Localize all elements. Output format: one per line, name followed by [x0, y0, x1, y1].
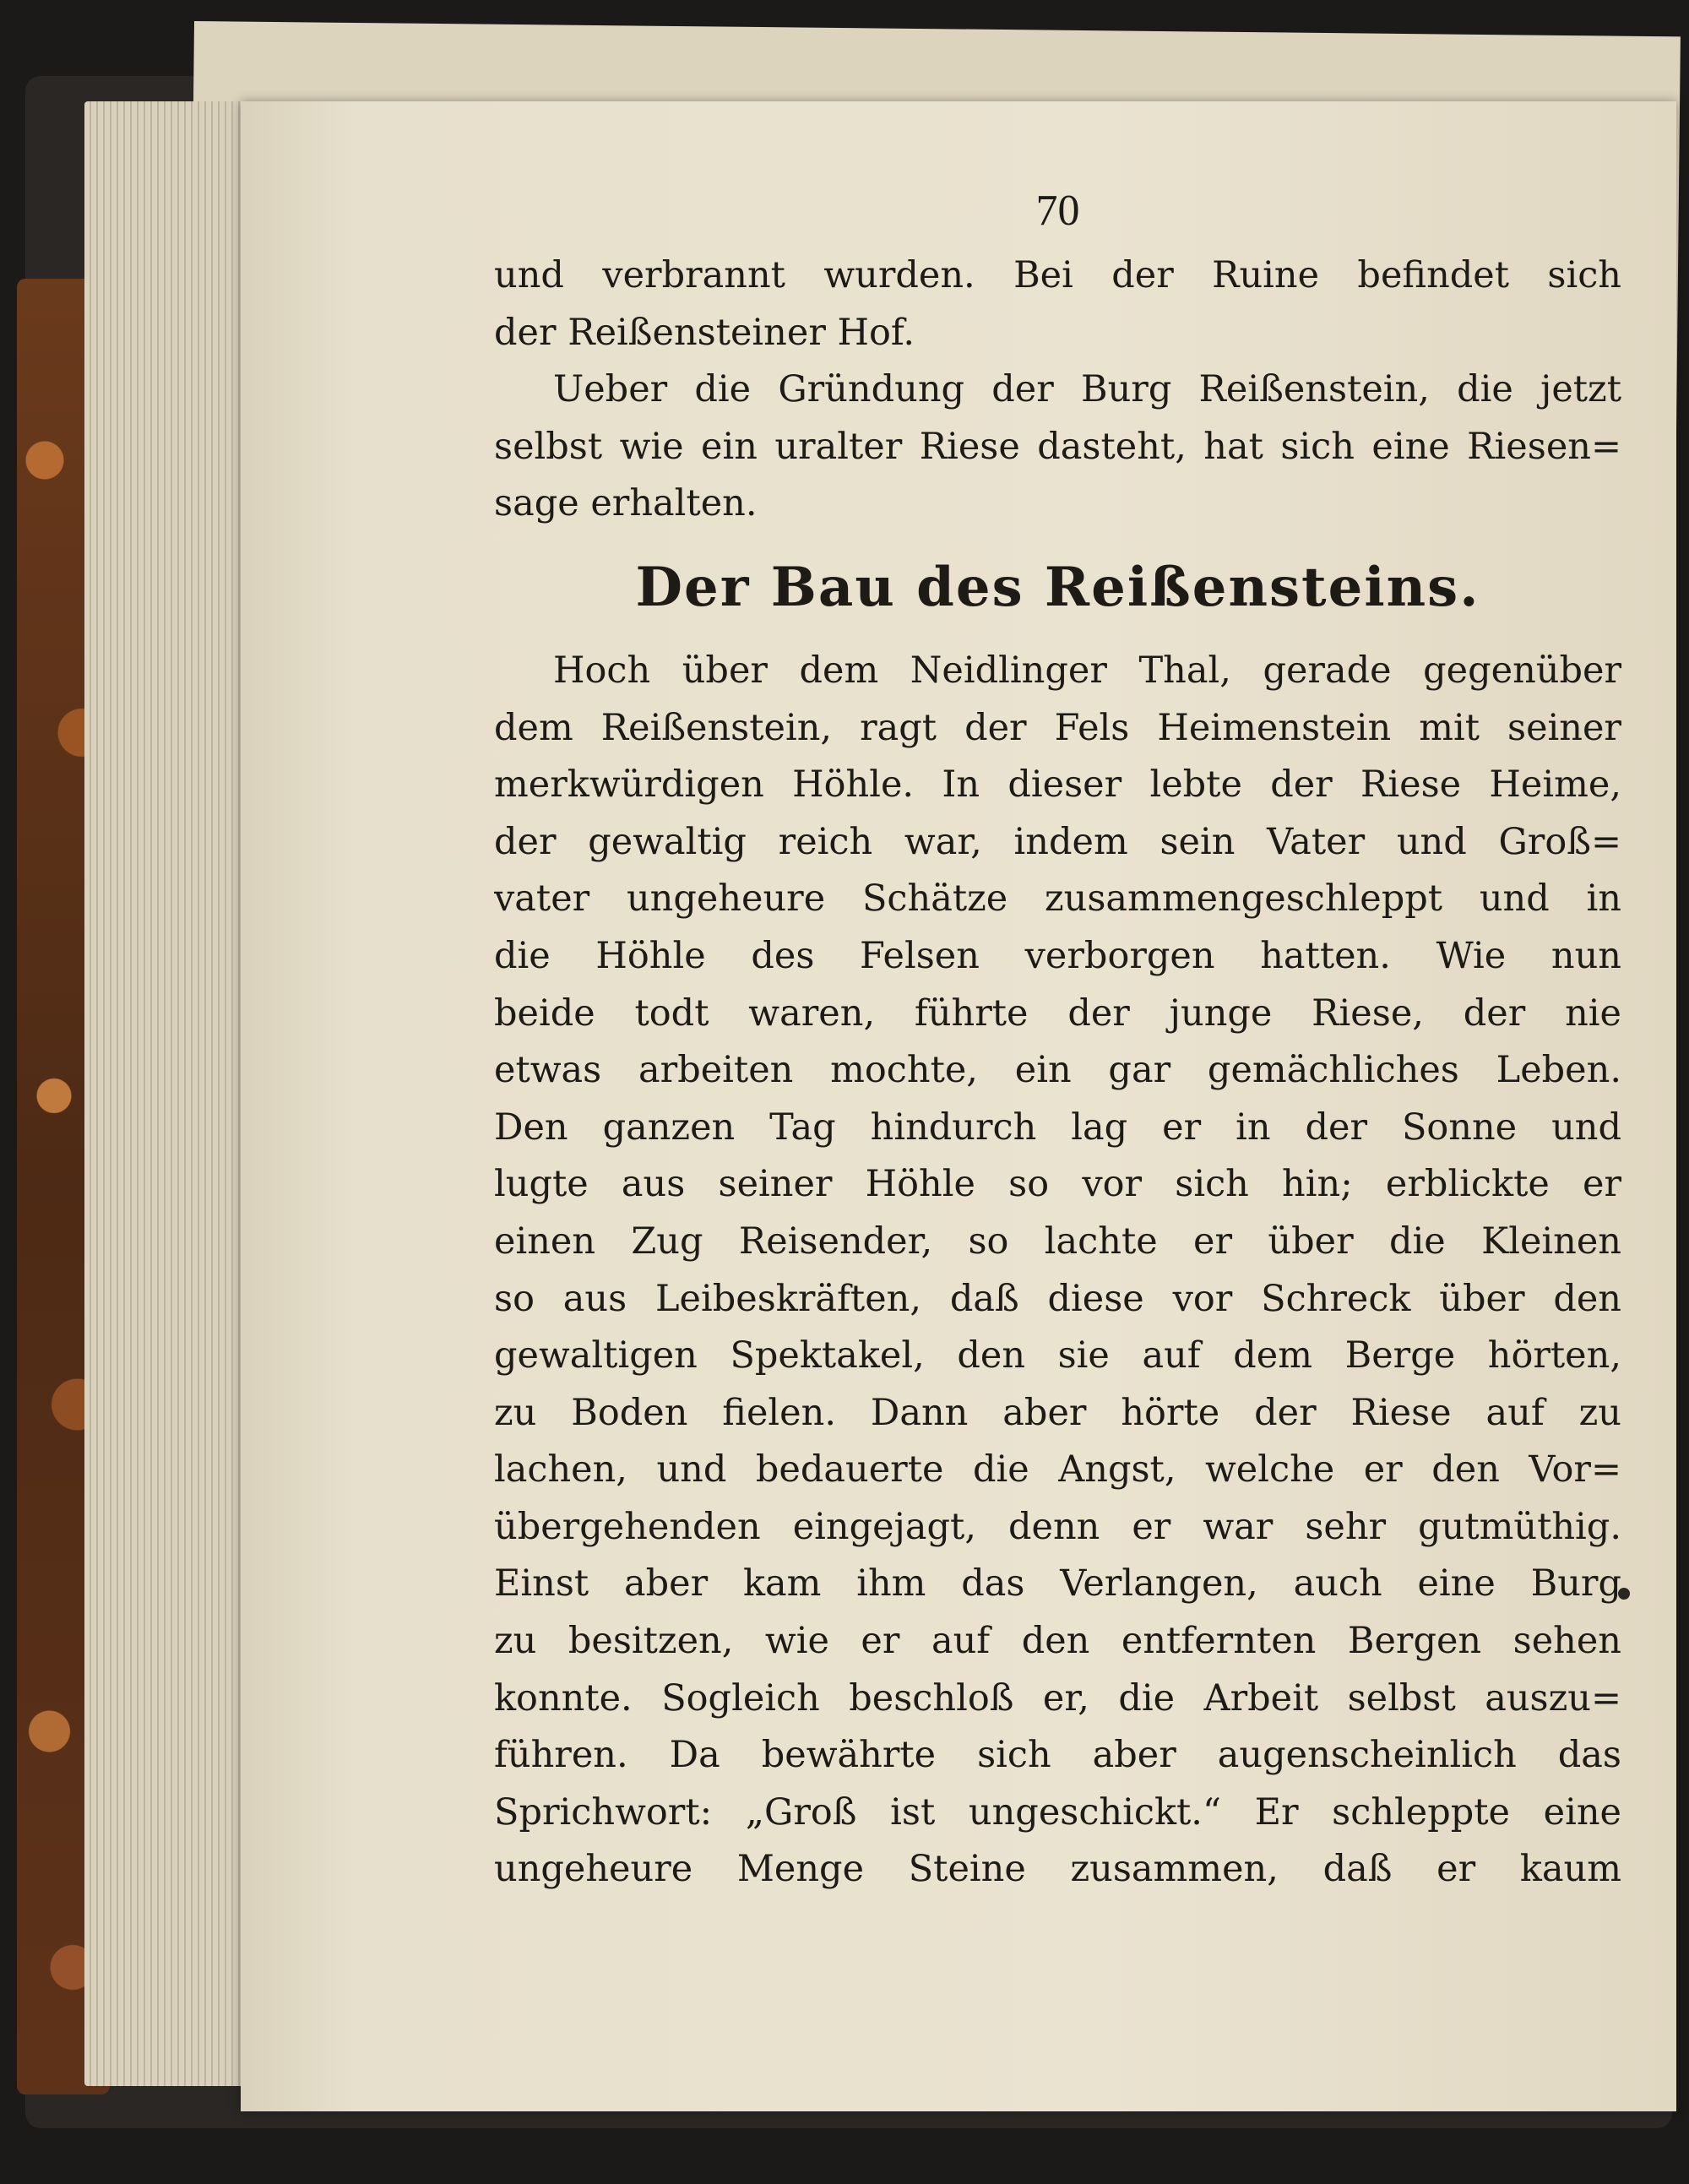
text-line: dem Reißenstein, ragt der Fels Heimenstein mit seiner	[494, 706, 1621, 749]
text-line: Sprichwort: „Groß ist ungeschickt.“ Er schleppte eine	[494, 1790, 1621, 1834]
text-line: der Reißensteiner Hof.	[494, 311, 915, 354]
text-line: lugte aus seiner Höhle so vor sich hin; erblickte er	[494, 1163, 1621, 1206]
text-line: die Höhle des Felsen verborgen hatten. Wie nun	[494, 934, 1621, 977]
paragraph-1	[494, 247, 1621, 361]
section-heading: Der Bau des Reißensteins.	[635, 555, 1480, 619]
text-line: etwas arbeiten mochte, ein gar gemächliches Leben.	[494, 1049, 1621, 1092]
page-number: 70	[1035, 187, 1080, 235]
text-line: Hoch über dem Neidlinger Thal, gerade gegenüber	[553, 649, 1621, 692]
text-line: ungeheure Menge Steine zusammen, daß er kaum	[494, 1848, 1621, 1891]
page-text-block	[494, 182, 1621, 1899]
text-line: so aus Leibeskräften, daß diese vor Schreck über den	[494, 1277, 1621, 1320]
text-line: einen Zug Reisender, so lachte er über die Kleinen	[494, 1220, 1621, 1263]
text-line: Ueber die Gründung der Burg Reißenstein, die jetzt	[553, 368, 1621, 411]
text-line: selbst wie ein uralter Riese dasteht, hat sich eine Riesen=	[494, 425, 1621, 468]
text-line: gewaltigen Spektakel, den sie auf dem Berge hörten,	[494, 1334, 1621, 1377]
text-line: übergehenden eingejagt, denn er war sehr gutmüthig.	[494, 1505, 1621, 1548]
paragraph-3	[494, 643, 1621, 1899]
text-line: und verbrannt wurden. Bei der Ruine befindet sich	[494, 254, 1621, 296]
text-line: der gewaltig reich war, indem sein Vater und Groß=	[494, 820, 1621, 863]
page-stack-edges	[84, 101, 253, 2086]
text-line: lachen, und bedauerte die Angst, welche er den Vor=	[494, 1448, 1621, 1491]
text-line: zu Boden fielen. Dann aber hörte der Riese auf zu	[494, 1391, 1621, 1434]
text-line: beide todt waren, führte der junge Riese, der nie	[494, 991, 1621, 1035]
text-line: merkwürdigen Höhle. In dieser lebte der Riese Heime,	[494, 763, 1621, 807]
text-line: konnte. Sogleich beschloß er, die Arbeit selbst auszu=	[494, 1676, 1621, 1719]
text-line: Einst aber kam ihm das Verlangen, auch eine Burg	[494, 1562, 1621, 1605]
paragraph-2	[494, 361, 1621, 533]
text-line: Den ganzen Tag hindurch lag er in der Sonne und	[494, 1106, 1621, 1149]
text-line: zu besitzen, wie er auf den entfernten Bergen sehen	[494, 1620, 1621, 1663]
text-line: führen. Da bewährte sich aber augenscheinlich das	[494, 1734, 1621, 1777]
text-line: vater ungeheure Schätze zusammengeschleppt und in	[494, 877, 1621, 921]
text-line: sage erhalten.	[494, 482, 758, 525]
